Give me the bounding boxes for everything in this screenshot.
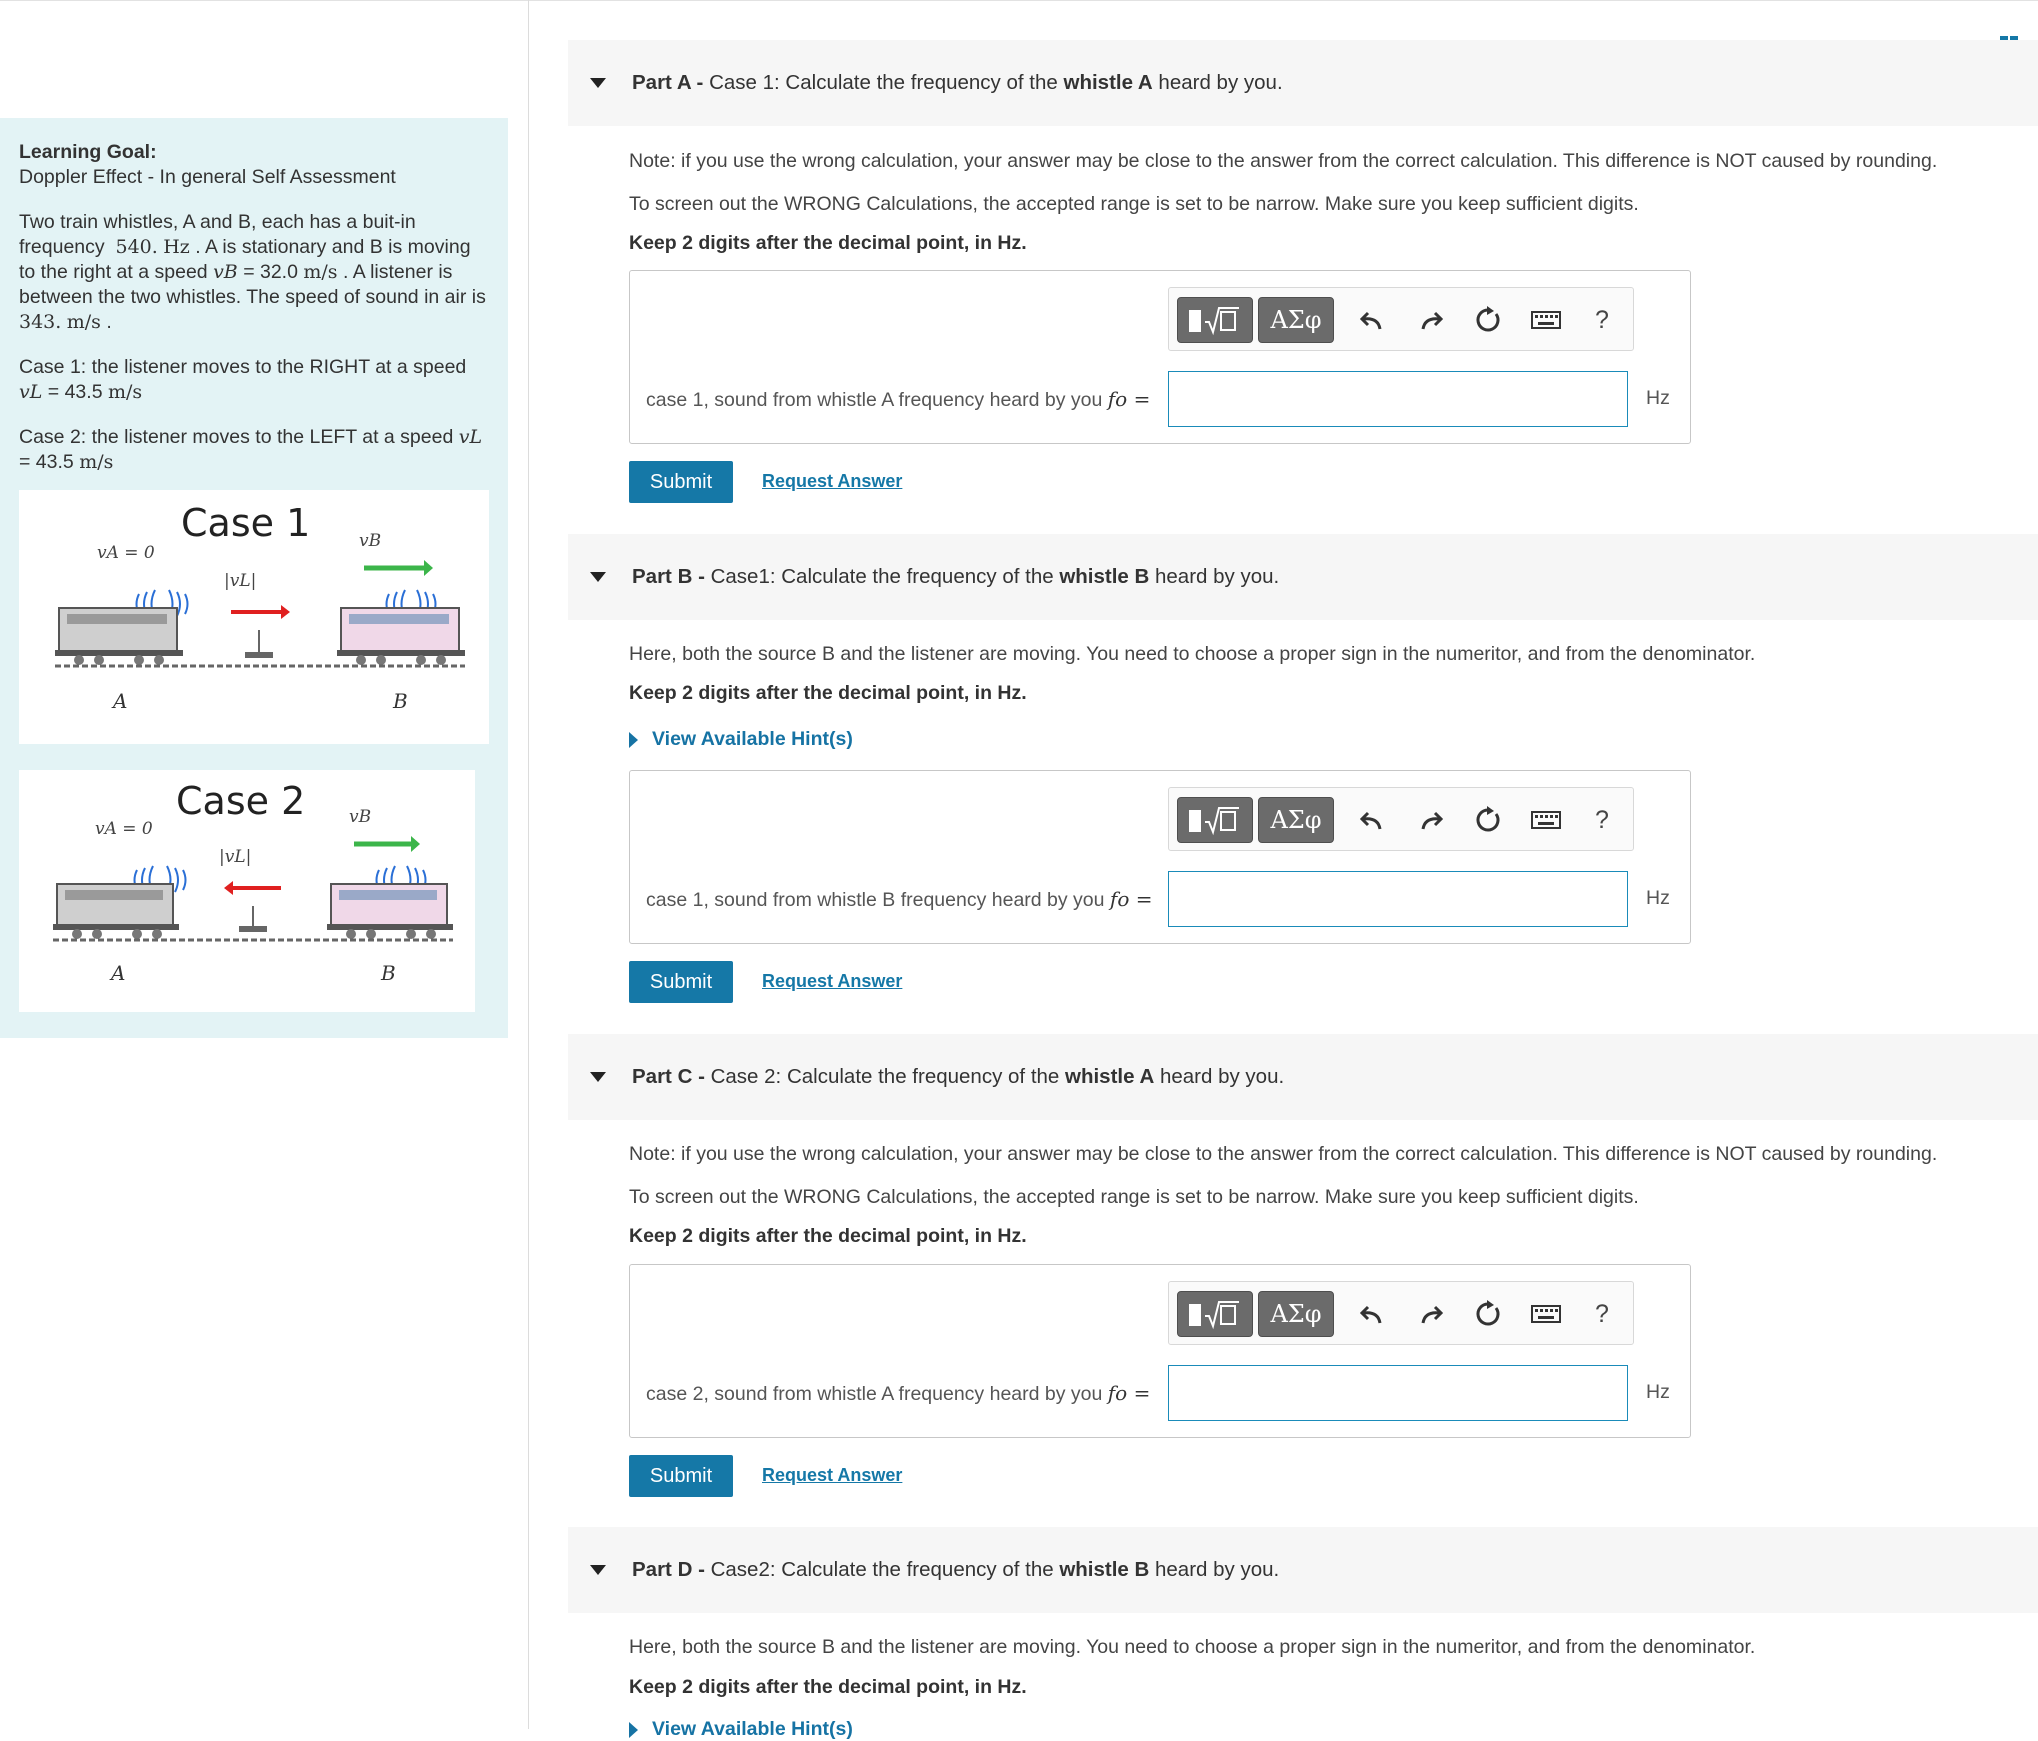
redo-icon[interactable] <box>1410 1294 1450 1334</box>
math-toolbar <box>1168 287 1634 351</box>
part-b-note1: Here, both the source B and the listener are moving. You need to choose a proper sign in the numeritor, and from the denominator. <box>629 643 1756 665</box>
part-b-submit-button[interactable]: Submit <box>629 961 733 1003</box>
frequency-unit: Hz <box>163 236 190 258</box>
problem-line-3: to the right at a speed vB = 32.0 m/s . A listener is <box>19 261 453 283</box>
reset-icon[interactable] <box>1468 800 1508 840</box>
figure2-b: B <box>381 961 396 985</box>
part-b-header[interactable]: Part B - Case1: Calculate the frequency of the whistle B heard by you. <box>568 534 2038 620</box>
template-button[interactable] <box>1177 797 1253 843</box>
part-b-instruction: Keep 2 digits after the decimal point, in Hz. <box>629 682 1027 704</box>
case1-line: Case 1: the listener moves to the RIGHT at a speed <box>19 356 467 378</box>
part-c-note1: Note: if you use the wrong calculation, your answer may be close to the answer from the correct calculation. This difference is NOT caused by rounding. <box>629 1143 1938 1165</box>
part-c-answer-input[interactable] <box>1168 1365 1628 1421</box>
reset-icon[interactable] <box>1468 1294 1508 1334</box>
redo-icon[interactable] <box>1410 800 1450 840</box>
case2-line: Case 2: the listener moves to the LEFT at a speed vL <box>19 426 483 448</box>
keyboard-icon[interactable] <box>1526 800 1566 840</box>
part-a-note2: To screen out the WRONG Calculations, the accepted range is set to be narrow. Make sure you keep sufficient digits. <box>629 193 1639 215</box>
sound-speed-value: 343. <box>19 311 62 333</box>
undo-icon[interactable] <box>1353 1294 1393 1334</box>
figure2-vl: |vL| <box>219 847 252 867</box>
help-button[interactable]: ? <box>1595 305 1609 334</box>
keyboard-icon[interactable] <box>1526 300 1566 340</box>
figure1-vb: vB <box>359 531 382 551</box>
template-sqrt-icon <box>1185 802 1245 838</box>
part-b-field-label: case 1, sound from whistle B frequency heard by you fo = <box>646 887 1153 911</box>
reset-icon[interactable] <box>1468 300 1508 340</box>
part-c-request-answer-link[interactable]: Request Answer <box>762 1465 903 1485</box>
caret-down-icon <box>590 1565 606 1575</box>
template-sqrt-icon <box>1185 302 1245 338</box>
part-c-note2: To screen out the WRONG Calculations, the accepted range is set to be narrow. Make sure you keep sufficient digits. <box>629 1186 1639 1208</box>
part-a-unit: Hz <box>1646 387 1670 409</box>
part-a-request-answer-link[interactable]: Request Answer <box>762 471 903 491</box>
part-a-label: Part A - <box>632 71 704 94</box>
column-divider <box>528 0 529 1729</box>
figure2-va: vA = 0 <box>95 819 153 839</box>
figure1-va: vA = 0 <box>97 543 155 563</box>
caret-down-icon <box>590 78 606 88</box>
template-button[interactable] <box>1177 297 1253 343</box>
greek-button[interactable]: ΑΣφ <box>1258 297 1334 343</box>
case1-figure <box>19 490 489 744</box>
part-d-label: Part D - <box>632 1558 705 1581</box>
part-c-header[interactable]: Part C - Case 2: Calculate the frequency of the whistle A heard by you. <box>568 1034 2038 1120</box>
vb-symbol: vB <box>213 261 238 283</box>
part-b-answer-box <box>629 770 1691 944</box>
help-button[interactable]: ? <box>1595 805 1609 834</box>
case2-speed: = 43.5 m/s <box>19 451 114 473</box>
vb-unit: m/s <box>303 261 338 283</box>
part-b-label: Part B - <box>632 565 705 588</box>
problem-line-5: 343. m/s . <box>19 311 112 333</box>
part-c-label: Part C - <box>632 1065 705 1088</box>
caret-right-icon <box>629 1722 638 1738</box>
template-sqrt-icon <box>1185 1296 1245 1332</box>
top-border <box>0 0 2038 1</box>
math-toolbar <box>1168 787 1634 851</box>
figure2-a: A <box>111 961 126 985</box>
keyboard-icon[interactable] <box>1526 1294 1566 1334</box>
figure1-title: Case 1 <box>181 501 311 545</box>
figure2-vb: vB <box>349 807 372 827</box>
frequency-value: 540. <box>115 236 158 258</box>
part-a-instruction: Keep 2 digits after the decimal point, in Hz. <box>629 232 1027 254</box>
math-toolbar <box>1168 1281 1634 1345</box>
part-c-submit-button[interactable]: Submit <box>629 1455 733 1497</box>
undo-icon[interactable] <box>1353 800 1393 840</box>
part-b-unit: Hz <box>1646 887 1670 909</box>
undo-icon[interactable] <box>1353 300 1393 340</box>
greek-button[interactable]: ΑΣφ <box>1258 1291 1334 1337</box>
part-c-instruction: Keep 2 digits after the decimal point, in Hz. <box>629 1225 1027 1247</box>
problem-line-2: frequency 540. Hz . A is stationary and B is moving <box>19 236 471 258</box>
figure1-a: A <box>113 689 128 713</box>
part-a-header[interactable]: Part A - Case 1: Calculate the frequency of the whistle A heard by you. <box>568 40 2038 126</box>
goal-subtitle: Doppler Effect - In general Self Assessment <box>19 166 396 188</box>
vb-value: = 32.0 <box>243 261 298 283</box>
part-c-answer-box <box>629 1264 1691 1438</box>
sound-speed-unit: m/s <box>66 311 101 333</box>
case2-figure <box>19 770 475 1012</box>
part-a-field-label: case 1, sound from whistle A frequency heard by you fo = <box>646 387 1151 411</box>
part-b-request-answer-link[interactable]: Request Answer <box>762 971 903 991</box>
part-d-instruction: Keep 2 digits after the decimal point, in Hz. <box>629 1676 1027 1698</box>
part-b-answer-input[interactable] <box>1168 871 1628 927</box>
greek-button[interactable]: ΑΣφ <box>1258 797 1334 843</box>
figure2-title: Case 2 <box>176 779 306 823</box>
problem-line-1: Two train whistles, A and B, each has a buit-in <box>19 211 416 233</box>
figure1-vl: |vL| <box>224 571 257 591</box>
case1-speed: vL = 43.5 m/s <box>19 381 143 403</box>
part-c-unit: Hz <box>1646 1381 1670 1403</box>
part-a-submit-button[interactable]: Submit <box>629 461 733 503</box>
figure1-b: B <box>393 689 408 713</box>
part-b-hints-toggle[interactable]: View Available Hint(s) <box>629 728 853 751</box>
caret-right-icon <box>629 732 638 748</box>
part-a-note1: Note: if you use the wrong calculation, your answer may be close to the answer from the correct calculation. This difference is NOT caused by rounding. <box>629 150 1938 172</box>
help-button[interactable]: ? <box>1595 1299 1609 1328</box>
part-d-note1: Here, both the source B and the listener are moving. You need to choose a proper sign in the numeritor, and from the denominator. <box>629 1636 1756 1658</box>
part-a-answer-box <box>629 270 1691 444</box>
part-d-hints-toggle[interactable]: View Available Hint(s) <box>629 1718 853 1741</box>
problem-line-4: between the two whistles. The speed of sound in air is <box>19 286 486 308</box>
redo-icon[interactable] <box>1410 300 1450 340</box>
part-a-answer-input[interactable] <box>1168 371 1628 427</box>
part-d-header[interactable]: Part D - Case2: Calculate the frequency of the whistle B heard by you. <box>568 1527 2038 1613</box>
caret-down-icon <box>590 572 606 582</box>
part-c-field-label: case 2, sound from whistle A frequency heard by you fo = <box>646 1381 1151 1405</box>
template-button[interactable] <box>1177 1291 1253 1337</box>
caret-down-icon <box>590 1072 606 1082</box>
goal-title: Learning Goal: <box>19 141 157 163</box>
